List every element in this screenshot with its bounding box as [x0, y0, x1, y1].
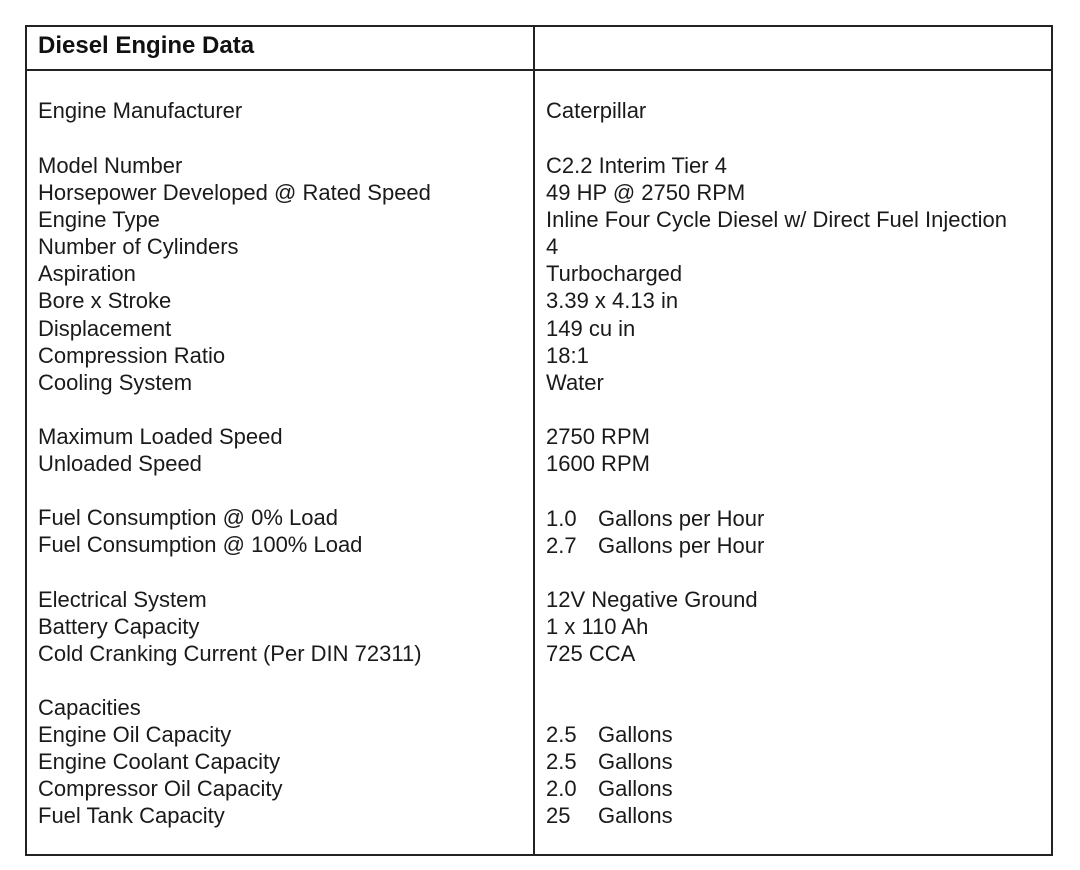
- row-label: Bore x Stroke: [38, 288, 172, 314]
- row-label: Cold Cranking Current (Per DIN 72311): [38, 641, 422, 667]
- row-label: Electrical System: [38, 587, 207, 612]
- row-label: Compressor Oil Capacity: [38, 776, 283, 802]
- row-value: 4: [546, 234, 559, 260]
- section-manufacturer-labels: [38, 97, 242, 124]
- row-label: Aspiration: [38, 261, 136, 287]
- value-number: 2.7: [546, 533, 577, 559]
- section-capacities-values: [546, 721, 673, 829]
- row-label: Battery Capacity: [38, 614, 200, 640]
- row-value: C2.2 Interim Tier 4: [546, 153, 727, 178]
- row-value: 3.39 x 4.13 in: [546, 288, 679, 314]
- section-fuel-values: [546, 505, 764, 559]
- table-title: Diesel Engine Data: [38, 32, 255, 59]
- row-value: [546, 775, 673, 802]
- row-label: Unloaded Speed: [38, 451, 202, 477]
- row-label: Model Number: [38, 153, 183, 178]
- row-value: [546, 505, 764, 532]
- value-unit: Gallons per Hour: [598, 506, 765, 531]
- row-label: Number of Cylinders: [38, 234, 239, 260]
- row-value: 725 CCA: [546, 641, 636, 667]
- row-label: Maximum Loaded Speed: [38, 424, 283, 449]
- section-manufacturer-values: [546, 97, 646, 124]
- row-label: Fuel Tank Capacity: [38, 803, 225, 829]
- value-number: 1.0: [546, 506, 577, 531]
- row-value: Turbocharged: [546, 261, 683, 287]
- row-value: Caterpillar: [546, 98, 647, 123]
- engine-data-table: [25, 25, 1053, 856]
- section-general-values: [546, 152, 1007, 396]
- column-divider: [533, 27, 535, 854]
- value-unit: Gallons: [598, 749, 673, 775]
- section-heading: Capacities: [38, 695, 141, 720]
- value-unit: Gallons: [598, 776, 673, 802]
- row-label: Cooling System: [38, 369, 193, 395]
- row-label: Engine Coolant Capacity: [38, 749, 281, 775]
- row-value: [546, 532, 764, 559]
- row-value: 12V Negative Ground: [546, 587, 758, 612]
- header-divider: [27, 69, 1051, 71]
- row-label: Compression Ratio: [38, 342, 226, 368]
- value-number: 2.0: [546, 776, 577, 802]
- row-value: Water: [546, 369, 604, 395]
- row-label: Engine Manufacturer: [38, 98, 243, 123]
- row-value: [546, 802, 673, 829]
- row-value: [546, 748, 673, 775]
- row-value: [546, 721, 673, 748]
- section-electrical-values: [546, 586, 758, 667]
- row-value: Inline Four Cycle Diesel w/ Direct Fuel Injection: [546, 207, 1007, 233]
- value-unit: Gallons: [598, 803, 673, 829]
- section-fuel-labels: [38, 504, 362, 558]
- row-label: Fuel Consumption @ 0% Load: [38, 505, 338, 530]
- row-label: Displacement: [38, 315, 172, 341]
- row-label: Engine Oil Capacity: [38, 722, 232, 748]
- value-number: 2.5: [546, 722, 577, 747]
- section-electrical-labels: [38, 586, 422, 667]
- section-general-labels: [38, 152, 431, 396]
- row-value: 1600 RPM: [546, 451, 650, 477]
- row-value: 149 cu in: [546, 315, 636, 341]
- row-label: Fuel Consumption @ 100% Load: [38, 532, 363, 558]
- section-capacities-labels: [38, 694, 283, 829]
- row-label: Horsepower Developed @ Rated Speed: [38, 180, 431, 206]
- section-speed-labels: [38, 423, 283, 477]
- row-label: Engine Type: [38, 207, 160, 233]
- row-value: 1 x 110 Ah: [546, 614, 649, 640]
- row-value: 2750 RPM: [546, 424, 650, 449]
- row-value: 49 HP @ 2750 RPM: [546, 180, 746, 206]
- value-number: 2.5: [546, 749, 577, 775]
- value-number: 25: [546, 803, 571, 829]
- row-value: 18:1: [546, 342, 589, 368]
- section-speed-values: [546, 423, 650, 477]
- value-unit: Gallons per Hour: [598, 533, 765, 559]
- value-unit: Gallons: [598, 722, 673, 747]
